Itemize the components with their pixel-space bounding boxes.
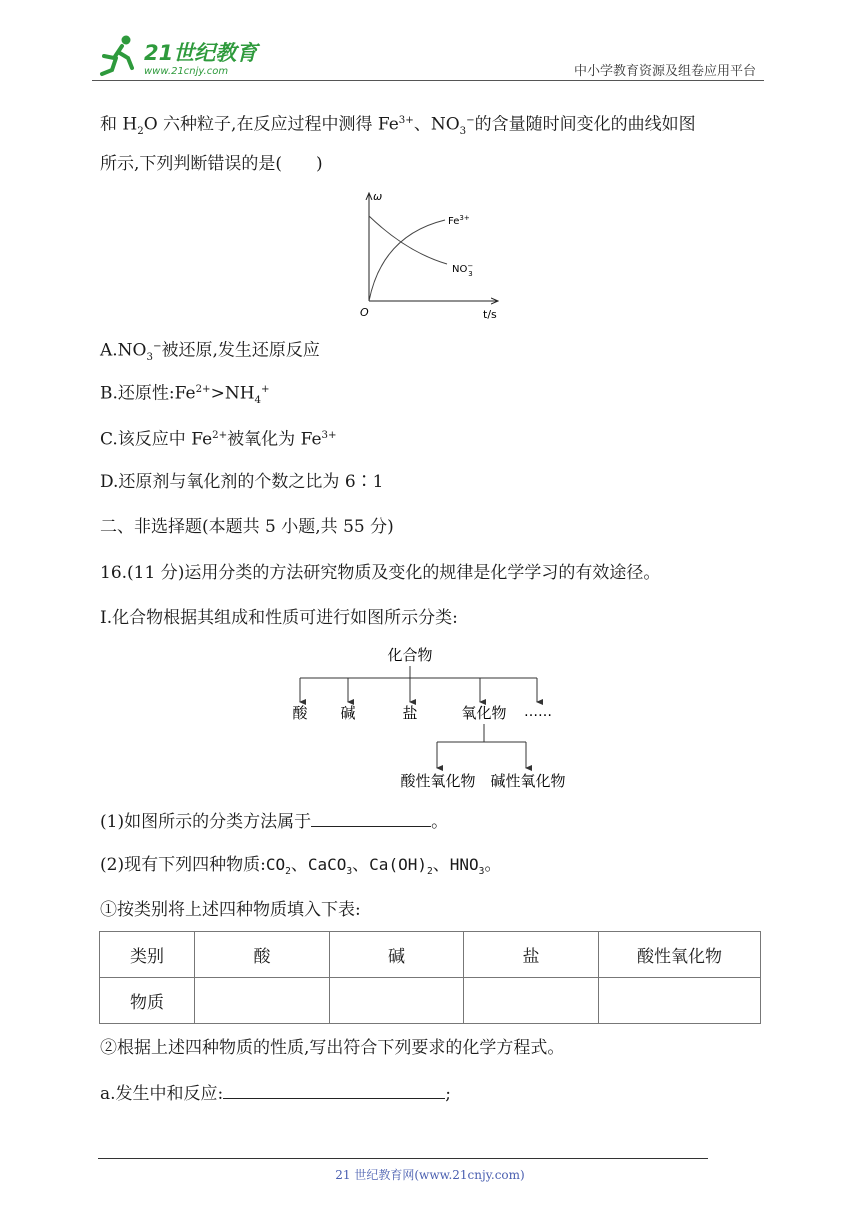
footer-text: 21 世纪教育网(www.21cnjy.com) <box>335 1168 525 1182</box>
q15-option-d: D.还原剂与氧化剂的个数之比为 6∶1 <box>100 472 384 492</box>
origin-label: O <box>360 306 369 319</box>
q15-line2: 所示,下列判断错误的是( ) <box>100 154 323 174</box>
tree-child-etc: …… <box>524 704 552 720</box>
q15-option-b: B.还原性$:Fe^{2+}>NH_4^+$ <box>100 383 270 407</box>
y-axis-label: ω <box>373 190 383 203</box>
table-header-cell: 酸性氧化物 <box>599 932 761 978</box>
table-header-cell: 碱 <box>330 932 464 978</box>
tree-root: 化合物 <box>387 646 433 664</box>
q15-option-a: $A.NO_3^-$被还原,发生还原反应 <box>100 340 320 364</box>
q16-q1: (1)如图所示的分类方法属于 。 <box>100 808 448 834</box>
tree-child-acid: 酸 <box>292 704 308 722</box>
answer-cell-base[interactable] <box>330 978 464 1024</box>
a-answer-blank[interactable] <box>223 1080 445 1099</box>
tree-child-oxide: 氧化物 <box>461 704 507 722</box>
q15-option-c: C.该反应中 $Fe^{2+}$被氧化为 $Fe^{3+}$ <box>100 429 337 450</box>
no3-curve-label: NO− 3 <box>452 262 474 278</box>
table-row-label: 物质 <box>100 978 195 1024</box>
table-row <box>100 978 761 1024</box>
fe3-curve <box>369 220 445 301</box>
q16-a: a.发生中和反应: ; <box>100 1080 451 1106</box>
answer-cell-salt[interactable] <box>464 978 599 1024</box>
ion-content-graph <box>355 186 505 321</box>
header-platform-text: 中小学教育资源及组卷应用平台 <box>573 64 756 79</box>
answer-cell-acid[interactable] <box>195 978 330 1024</box>
runner-icon <box>102 36 132 75</box>
q16-sub2: ②根据上述四种物质的性质,写出符合下列要求的化学方程式。 <box>100 1038 565 1058</box>
q16-intro: 16.(11 分)运用分类的方法研究物质及变化的规律是化学学习的有效途径。 <box>100 563 661 583</box>
footer-divider <box>98 1158 708 1159</box>
x-axis-label: t/s <box>483 308 497 321</box>
table-header-row <box>100 932 761 978</box>
section2-title: 二、非选择题(本题共 5 小题,共 55 分) <box>100 517 394 537</box>
q15-line1: 和 $H_2O$ 六种粒子,在反应过程中测得 $Fe^{3+}$、$NO_3^-$的含量随时间变化的曲线如图 <box>100 114 696 138</box>
answer-cell-acidic-oxide[interactable] <box>599 978 761 1024</box>
header-divider <box>92 80 764 81</box>
table-header-cell: 酸 <box>195 932 330 978</box>
logo-text: 21世纪教育 <box>144 41 258 65</box>
tree-child-salt: 盐 <box>402 704 418 722</box>
tree-child-base: 碱 <box>340 704 356 722</box>
logo-url: www.21cnjy.com <box>144 66 229 77</box>
q16-q2: (2)现有下列四种物质$:CO_2$、CaCO$_3$、$Ca(OH)_2$、$HNO_3$。 <box>100 855 502 878</box>
tree-acidic-oxide: 酸性氧化物 <box>400 772 476 790</box>
q16-sub1: ①按类别将上述四种物质填入下表: <box>100 900 361 920</box>
classification-table <box>99 931 761 1024</box>
compound-classification-tree <box>280 640 580 795</box>
q1-answer-blank[interactable] <box>311 808 431 827</box>
table-header-cell: 类别 <box>100 932 195 978</box>
q16-part1: Ⅰ.化合物根据其组成和性质可进行如图所示分类: <box>100 608 458 628</box>
site-logo <box>92 32 262 82</box>
fe3-curve-label: $Fe^{3+}$ <box>448 214 470 227</box>
tree-basic-oxide: 碱性氧化物 <box>490 772 566 790</box>
table-header-cell: 盐 <box>464 932 599 978</box>
